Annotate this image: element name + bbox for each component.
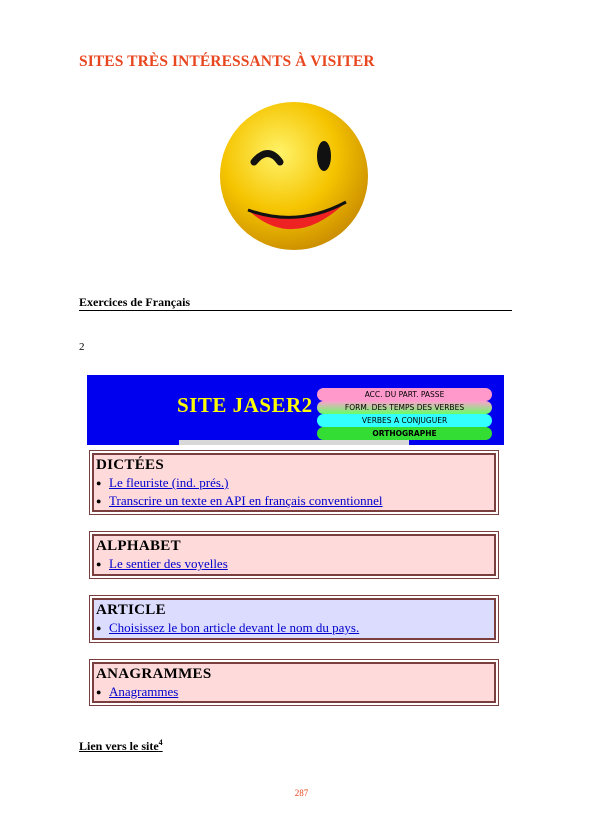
box-title: ARTICLE bbox=[96, 602, 166, 618]
banner-menu-item[interactable]: VERBES A CONJUGUER bbox=[317, 414, 492, 427]
box-alphabet bbox=[92, 534, 496, 576]
exercise-link[interactable]: Anagrammes bbox=[109, 684, 179, 699]
box-title: DICTÉES bbox=[96, 457, 164, 473]
section-heading: Exercices de Français bbox=[79, 295, 512, 311]
site-link-footnote: 4 bbox=[158, 738, 163, 747]
list-item bbox=[96, 492, 492, 510]
banner-menu-item[interactable]: ACC. DU PART. PASSE bbox=[317, 388, 492, 401]
list-item bbox=[96, 555, 492, 573]
footnote-number: 2 bbox=[79, 341, 85, 353]
box-title: ANAGRAMMES bbox=[96, 666, 212, 682]
banner-title: SITE JASER2 bbox=[177, 393, 313, 417]
exercise-link[interactable]: Choisissez le bon article devant le nom du pays. bbox=[109, 620, 360, 635]
box-anagrammes bbox=[92, 662, 496, 703]
site-link-label[interactable]: Lien vers le site bbox=[79, 739, 159, 753]
page-number: 287 bbox=[294, 788, 309, 798]
box-dictees bbox=[92, 453, 496, 512]
site-link[interactable] bbox=[79, 738, 163, 754]
bullet-icon: ● bbox=[96, 496, 102, 506]
list-item bbox=[96, 683, 492, 701]
banner-menu-item[interactable]: FORM. DES TEMPS DES VERBES bbox=[317, 401, 492, 414]
winking-smiley-icon bbox=[218, 100, 370, 252]
exercise-link[interactable]: Le fleuriste (ind. prés.) bbox=[109, 475, 229, 490]
exercise-link[interactable]: Le sentier des voyelles bbox=[109, 556, 228, 571]
exercise-link[interactable]: Transcrire un texte en API en français conventionnel bbox=[109, 493, 383, 508]
box-title: ALPHABET bbox=[96, 538, 181, 554]
banner-strip bbox=[179, 440, 409, 445]
banner-menu-item[interactable]: ORTHOGRAPHE bbox=[317, 427, 492, 440]
page-title: SITES TRÈS INTÉRESSANTS À VISITER bbox=[79, 53, 375, 70]
box-article bbox=[92, 598, 496, 640]
bullet-icon: ● bbox=[96, 478, 102, 488]
bullet-icon: ● bbox=[96, 559, 102, 569]
list-item bbox=[96, 474, 492, 492]
list-item bbox=[96, 619, 492, 637]
bullet-icon: ● bbox=[96, 623, 102, 633]
bullet-icon: ● bbox=[96, 687, 102, 697]
site-banner[interactable] bbox=[87, 375, 504, 445]
banner-menu bbox=[317, 388, 492, 440]
